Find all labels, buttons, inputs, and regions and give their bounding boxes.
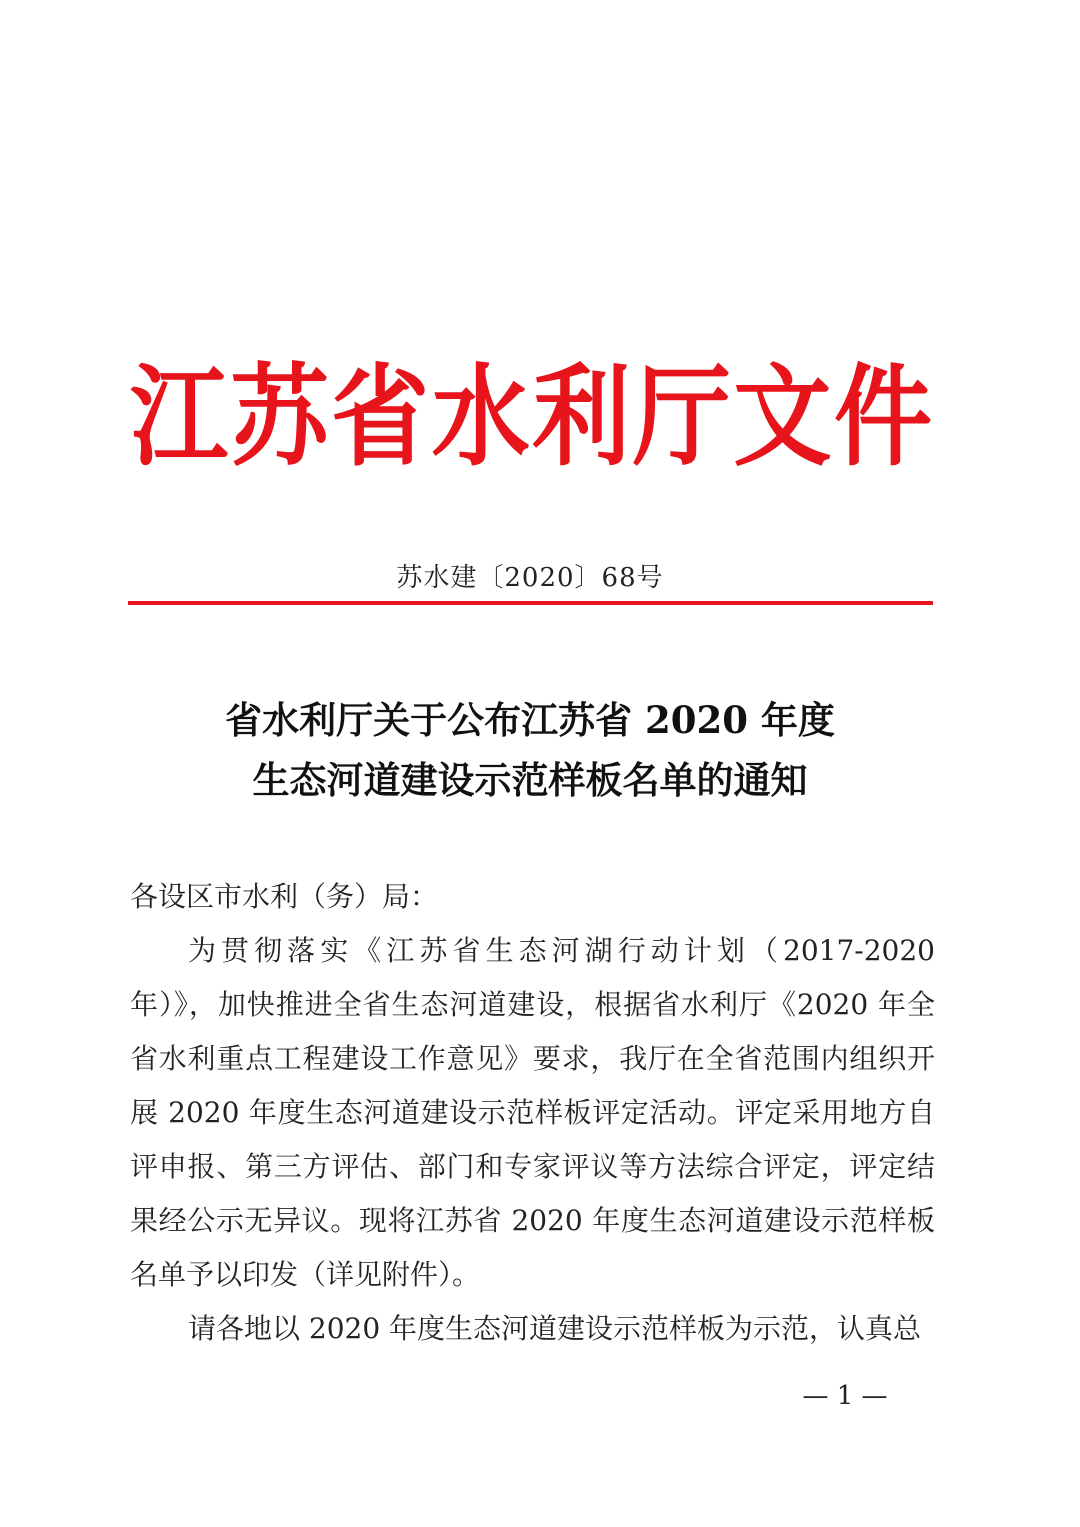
notice-title [0, 690, 1060, 810]
notice-body [130, 870, 935, 1356]
notice-title-line-2: 生态河道建设示范样板名单的通知 [252, 758, 808, 802]
document-number: 苏水建〔2020〕68号 [396, 563, 664, 593]
masthead-char: 利 [532, 354, 631, 482]
masthead-char: 厅 [632, 354, 731, 482]
masthead-char: 苏 [230, 354, 329, 482]
red-divider [128, 601, 933, 605]
masthead-char: 文 [733, 354, 832, 482]
notice-title-line-1: 省水利厅关于公布江苏省 2020 年度 [225, 698, 835, 742]
masthead-char: 件 [833, 354, 932, 482]
body-paragraph-1: 为贯彻落实《江苏省生态河湖行动计划（2017-2020 年）》，加快推进全省生态河道建设，根据省水利厅《2020 年全省水利重点工程建设工作意见》要求，我厅在全省范围内组织开展 2020 年度生态河道建设示范样板评定活动。评定采用地方自评申报、第三方评估、部门和专家评议等方法综合评定，评定结果经公示无异议。现将江苏省 2020 年度生态河道建设示范样板名单予以印发（详见附件）。 [130, 934, 935, 1291]
masthead-char: 水 [431, 354, 530, 482]
masthead-title [130, 340, 930, 497]
salutation: 各设区市水利（务）局： [130, 880, 439, 913]
body-paragraph-2: 请各地以 2020 年度生态河道建设示范样板为示范，认真总 [188, 1312, 922, 1345]
masthead-char: 江 [130, 354, 229, 482]
page-number: — 1 — [802, 1381, 888, 1411]
masthead-char: 省 [331, 354, 430, 482]
